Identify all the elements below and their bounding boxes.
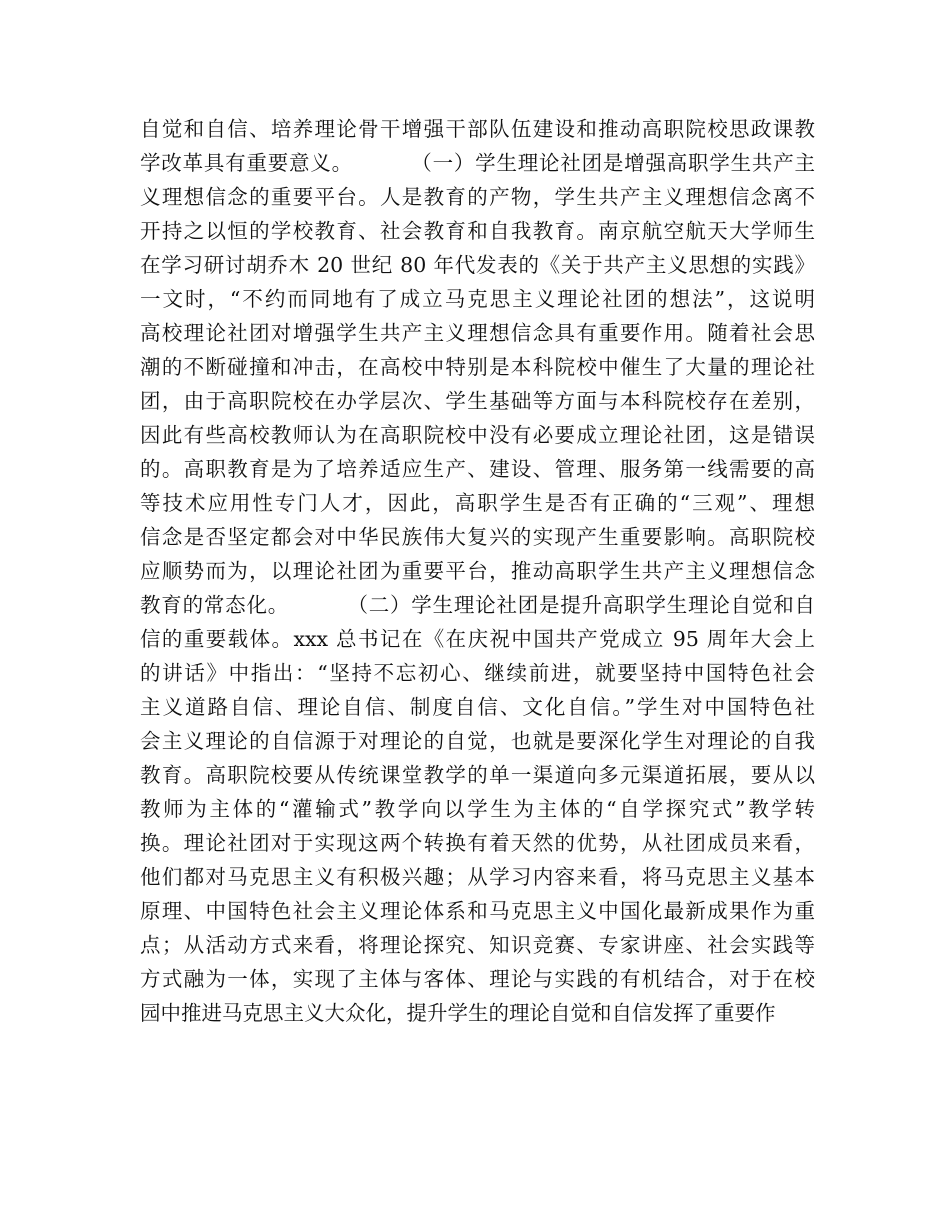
text-line: 园中推进马克思主义大众化，提升学生的理论自觉和自信发挥了重要作 — [140, 1001, 776, 1025]
text-line: 原理、中国特色社会主义理论体系和马克思主义中国化最新成果作为重 — [140, 899, 815, 923]
text-line: 等技术应用性专门人才，因此，高职学生是否有正确的“三观”、理想 — [140, 491, 815, 515]
text-line: 的。高职教育是为了培养适应生产、建设、管理、服务第一线需要的高 — [140, 457, 815, 481]
text-line: 潮的不断碰撞和冲击，在高校中特别是本科院校中催生了大量的理论社 — [140, 355, 815, 379]
text-line: 团，由于高职院校在办学层次、学生基础等方面与本科院校存在差别， — [140, 389, 815, 413]
text-line: 主义道路自信、理论自信、制度自信、文化自信。”学生对中国特色社 — [140, 695, 815, 719]
text-line: 因此有些高校教师认为在高职院校中没有必要成立理论社团，这是错误 — [140, 423, 815, 447]
text-line: 信念是否坚定都会对中华民族伟大复兴的实现产生重要影响。高职院校 — [140, 525, 815, 549]
body-text — [140, 112, 815, 1030]
text-line: 开持之以恒的学校教育、社会教育和自我教育。南京航空航天大学师生 — [140, 219, 815, 243]
text-line: 高校理论社团对增强学生共产主义理想信念具有重要作用。随着社会思 — [140, 321, 815, 345]
text-line: 应顺势而为，以理论社团为重要平台，推动高职学生共产主义理想信念 — [140, 559, 815, 583]
text-line: 教育。高职院校要从传统课堂教学的单一渠道向多元渠道拓展，要从以 — [140, 763, 815, 787]
text-line: 换。理论社团对于实现这两个转换有着天然的优势，从社团成员来看， — [140, 831, 815, 855]
text-line: 教师为主体的“灌输式”教学向以学生为主体的“自学探究式”教学转 — [140, 797, 815, 821]
text-line: 义理想信念的重要平台。人是教育的产物，学生共产主义理想信念离不 — [140, 185, 815, 209]
text-line: 的讲话》中指出：“坚持不忘初心、继续前进，就要坚持中国特色社会 — [140, 661, 815, 685]
text-line: 信的重要载体。xxx 总书记在《在庆祝中国共产党成立 95 周年大会上 — [140, 627, 815, 651]
text-line: 在学习研讨胡乔木 20 世纪 80 年代发表的《关于共产主义思想的实践》 — [140, 253, 815, 277]
text-line: 会主义理论的自信源于对理论的自觉，也就是要深化学生对理论的自我 — [140, 729, 815, 753]
text-line: 方式融为一体，实现了主体与客体、理论与实践的有机结合，对于在校 — [140, 967, 815, 991]
text-line: 他们都对马克思主义有积极兴趣；从学习内容来看，将马克思主义基本 — [140, 865, 815, 889]
text-line: 点；从活动方式来看，将理论探究、知识竞赛、专家讲座、社会实践等 — [140, 933, 815, 957]
text-line: 学改革具有重要意义。 （一）学生理论社团是增强高职学生共产主 — [140, 151, 815, 175]
text-line: 教育的常态化。 （二）学生理论社团是提升高职学生理论自觉和自 — [140, 593, 815, 617]
text-line: 自觉和自信、培养理论骨干增强干部队伍建设和推动高职院校思政课教 — [140, 117, 815, 141]
text-line: 一文时，“不约而同地有了成立马克思主义理论社团的想法”，这说明 — [140, 287, 815, 311]
